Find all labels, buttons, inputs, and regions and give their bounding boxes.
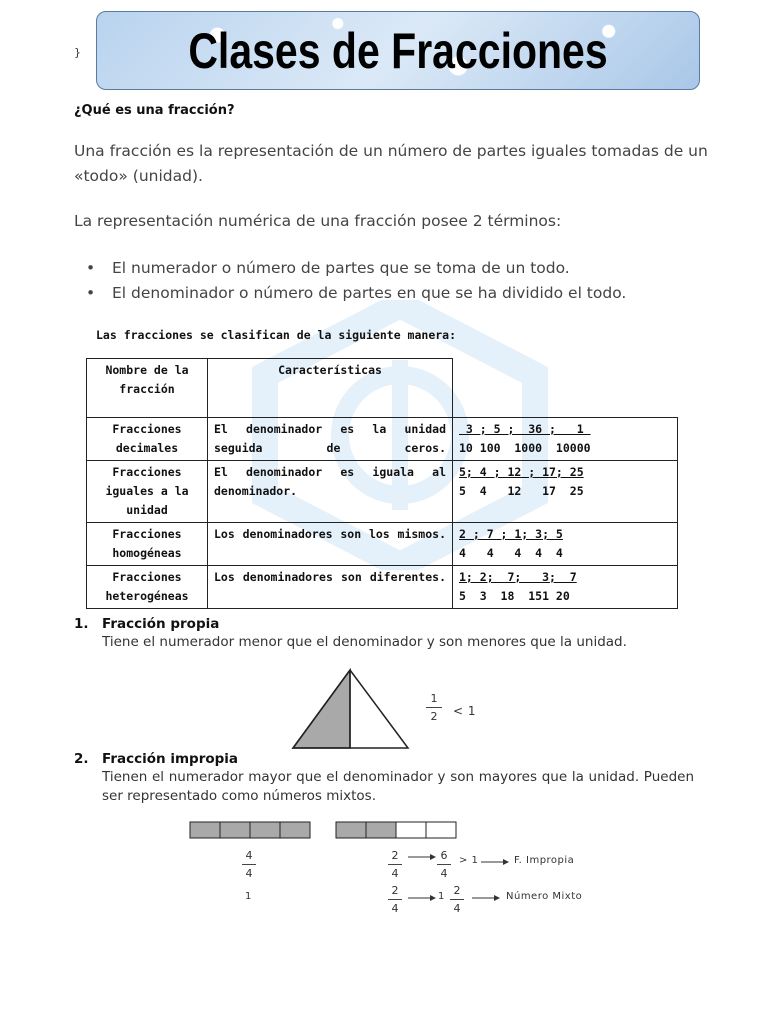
label-mixto: Número Mixto <box>506 891 583 902</box>
fraction-examples <box>453 418 678 461</box>
fraction-type: Fracciones decimales <box>87 418 208 461</box>
greater-than-one: > 1 <box>459 855 479 866</box>
section-proper-heading <box>74 616 219 632</box>
denominator: 4 <box>391 902 399 915</box>
mixed-whole: 1 <box>438 891 445 902</box>
numerator: 6 <box>440 849 448 862</box>
section-number: 2. <box>74 751 89 767</box>
arrow-icon <box>481 857 509 867</box>
terms-list <box>112 256 626 306</box>
bar-half <box>336 822 456 838</box>
fraction-examples <box>453 566 678 609</box>
table-row <box>87 461 678 523</box>
table-row <box>87 523 678 566</box>
numerator: 1 <box>430 692 438 705</box>
fraction-2-4 <box>388 849 402 880</box>
list-item: • El numerador o número de partes que se toma de un todo. <box>112 256 626 281</box>
numerators: 3 ; 5 ; 36 ; 1 <box>459 422 591 436</box>
bar-segment-filled <box>280 822 310 838</box>
bar-segment-empty <box>426 822 456 838</box>
table-header-row <box>87 359 678 418</box>
fraction-mixed-part <box>450 884 464 915</box>
column-header: Nombre de la fracción <box>87 359 208 418</box>
fraction-4-4 <box>242 849 256 880</box>
classification-heading: Las fracciones se clasifican de la siguiente manera: <box>96 328 457 342</box>
bar-whole <box>190 822 310 838</box>
section-improper-text: Tienen el numerador mayor que el denominador y son mayores que la unidad. Pueden ser representado como números mixtos. <box>102 769 694 804</box>
table-row <box>87 566 678 609</box>
label-impropia: F. Impropia <box>514 855 575 866</box>
denominators: 4 4 4 4 4 <box>459 546 563 560</box>
fraction-bar <box>242 864 256 865</box>
page-title: Clases de Fracciones <box>188 22 608 79</box>
denominator: 4 <box>391 867 399 880</box>
fraction-bar <box>426 707 442 708</box>
numerator: 4 <box>245 849 253 862</box>
denominator: 4 <box>453 902 461 915</box>
denominator: 4 <box>245 867 253 880</box>
fraction-6-4 <box>437 849 451 880</box>
denominator: 4 <box>440 867 448 880</box>
title-banner <box>96 11 700 90</box>
section-number: 1. <box>74 616 89 632</box>
fraction-type: Fracciones heterogéneas <box>87 566 208 609</box>
less-than-one: < 1 <box>453 704 477 718</box>
empty-header-cell <box>453 359 678 418</box>
table-row <box>87 418 678 461</box>
bar-segment-filled <box>250 822 280 838</box>
fraction-bar <box>437 864 451 865</box>
denominators: 10 100 1000 10000 <box>459 441 591 455</box>
classification-table <box>86 358 678 609</box>
arrow-icon <box>408 893 436 903</box>
fraction-desc: Los denominadores son diferentes. <box>208 566 453 609</box>
arrow-icon <box>408 852 436 862</box>
fraction-desc: Los denominadores son los mismos. <box>208 523 453 566</box>
list-item: • El denominador o número de partes en que se ha dividido el todo. <box>112 281 626 306</box>
fraction-bar <box>388 899 402 900</box>
numerators: 2 ; 7 ; 1; 3; 5 <box>459 527 563 541</box>
denominators: 5 4 12 17 25 <box>459 484 584 498</box>
numerator: 2 <box>391 849 399 862</box>
section-proper-text: Tiene el numerador menor que el denominador y son menores que la unidad. <box>102 634 627 650</box>
fraction-type: Fracciones homogéneas <box>87 523 208 566</box>
bar-segment-filled <box>220 822 250 838</box>
section-improper-heading <box>74 751 238 767</box>
value-one: 1 <box>245 891 252 902</box>
numerators: 1; 2; 7; 3; 7 <box>459 570 577 584</box>
column-header: Características <box>208 359 453 418</box>
numerator: 2 <box>391 884 399 897</box>
bar-segment-filled <box>336 822 366 838</box>
terms-intro: La representación numérica de una fracción posee 2 términos: <box>74 212 562 230</box>
numerators: 5; 4 ; 12 ; 17; 25 <box>459 465 584 479</box>
fraction-bar <box>388 864 402 865</box>
fraction-desc: El denominador es iguala al denominador. <box>208 461 453 523</box>
definition-text: Una fracción es la representación de un número de partes iguales tomadas de un «todo» (unidad). <box>74 142 708 185</box>
section-title: Fracción impropia <box>102 751 239 767</box>
fraction-examples <box>453 461 678 523</box>
fraction-examples <box>453 523 678 566</box>
half-fraction <box>426 692 442 723</box>
stray-brace: } <box>74 46 81 59</box>
arrow-icon <box>472 893 500 903</box>
unit-bars <box>189 821 461 841</box>
triangle-diagram <box>290 668 414 752</box>
fraction-2-4-b <box>388 884 402 915</box>
numerator: 2 <box>453 884 461 897</box>
fraction-bar <box>450 899 464 900</box>
intro-question: ¿Qué es una fracción? <box>74 103 235 118</box>
bar-segment-empty <box>396 822 426 838</box>
denominators: 5 3 18 151 20 <box>459 589 570 603</box>
bar-segment-filled <box>366 822 396 838</box>
denominator: 2 <box>430 710 438 723</box>
section-title: Fracción propia <box>102 616 220 632</box>
fraction-type: Fracciones iguales a la unidad <box>87 461 208 523</box>
bar-segment-filled <box>190 822 220 838</box>
fraction-desc: El denominador es la unidad seguida de ceros. <box>208 418 453 461</box>
